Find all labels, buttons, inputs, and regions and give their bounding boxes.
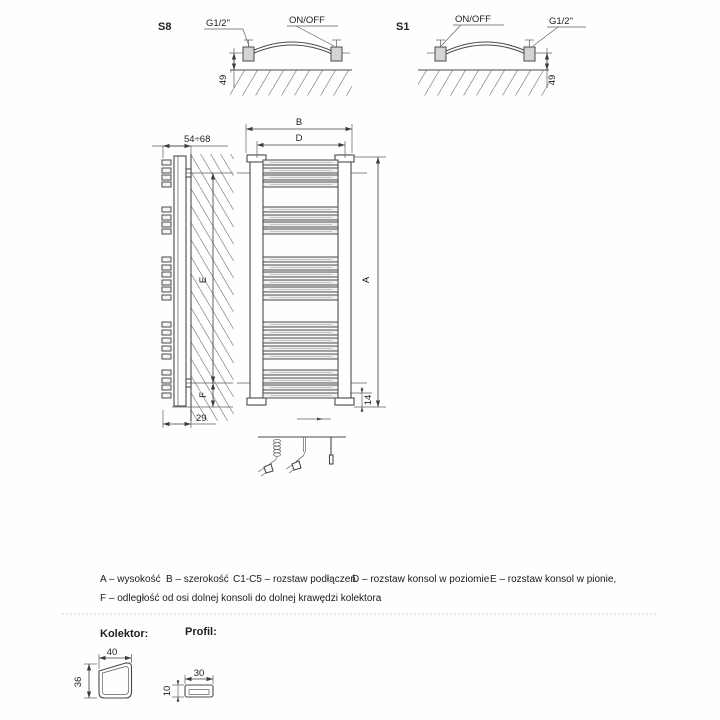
legend-item-a: A – wysokość <box>100 574 161 585</box>
side-collector <box>174 156 186 406</box>
s1-label: S1 <box>396 21 410 33</box>
s1-thread-label: G1/2" <box>549 16 573 27</box>
heater-bare-cable <box>330 437 334 464</box>
legend-item-d: D – rozstaw konsol w poziomie <box>352 574 490 585</box>
front-height-dim: A <box>361 276 372 284</box>
profil-width-dim: 30 <box>193 668 205 679</box>
side-depth-range-dim: 54÷68 <box>184 134 211 145</box>
s8-onoff-label: ON/OFF <box>289 15 325 26</box>
kolektor-cross-section <box>99 663 132 698</box>
heater-coiled-cable-plug <box>258 439 281 476</box>
front-right-collector <box>338 155 351 405</box>
detail-s1 <box>396 14 586 96</box>
s1-wall-hatch <box>418 71 549 96</box>
front-width-dim: B <box>295 117 303 128</box>
s1-onoff-label: ON/OFF <box>455 14 491 25</box>
side-axis-distance-dim: 29 <box>196 413 207 424</box>
legend-item-f: F – odległość od osi dolnej konsoli do dolnej krawędzi kolektora <box>100 593 382 604</box>
s8-wall-distance-dim: 49 <box>218 74 229 86</box>
s8-left-valve-symbol <box>243 47 254 61</box>
side-wall-hatch <box>192 154 234 421</box>
s1-wall-distance-dim: 49 <box>547 74 558 86</box>
detail-s8 <box>158 15 352 96</box>
s8-label: S8 <box>158 21 172 33</box>
heater-straight-cable-plug <box>286 437 306 473</box>
kolektor-height-dim: 36 <box>73 676 84 688</box>
s1-right-valve-symbol <box>524 47 535 61</box>
kolektor-width-dim: 40 <box>106 647 118 658</box>
s8-thread-label: G1/2" <box>206 18 230 29</box>
electric-connection-options <box>258 437 346 476</box>
kolektor-section <box>73 628 148 698</box>
front-console-horizontal-dim: D <box>295 133 303 144</box>
profil-label: Profil: <box>185 626 217 638</box>
profil-section <box>162 626 217 702</box>
s8-wall-hatch <box>230 71 352 96</box>
legend-item-c: C1-C5 – rozstaw podłączeń <box>233 574 356 585</box>
front-left-collector <box>250 155 263 405</box>
front-bottom-clearance-dim: 14 <box>363 394 374 406</box>
s1-left-valve-symbol <box>435 47 446 61</box>
side-console-vertical-dim: E <box>198 276 209 284</box>
profil-height-dim: 10 <box>162 685 173 697</box>
legend-item-b: B – szerokość <box>166 574 229 585</box>
legend <box>100 574 616 604</box>
s8-right-valve-symbol <box>331 47 342 61</box>
legend-item-e: E – rozstaw konsol w pionie, <box>490 574 617 585</box>
side-bottom-offset-dim: F <box>198 392 209 398</box>
kolektor-label: Kolektor: <box>100 628 149 640</box>
